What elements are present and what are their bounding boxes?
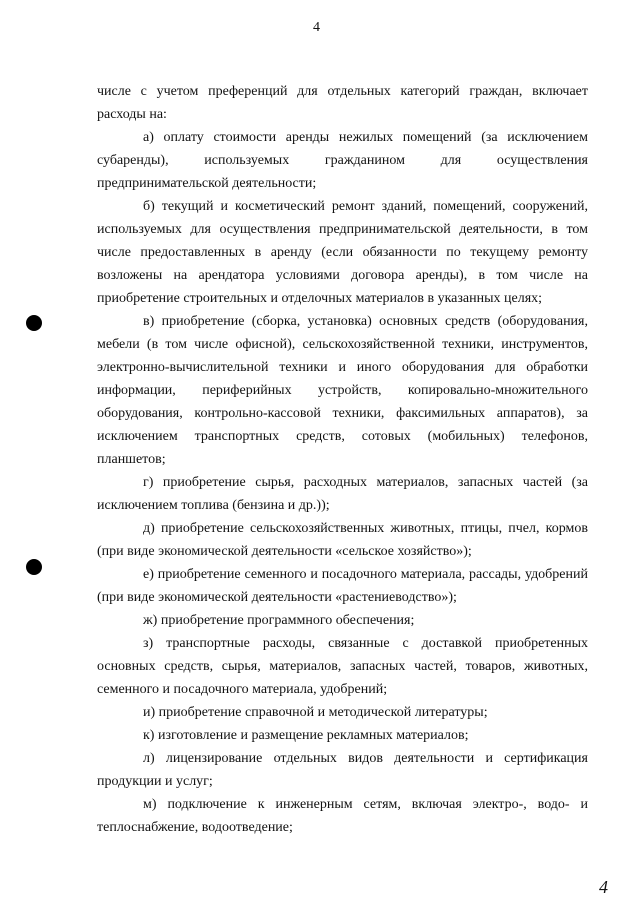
list-item-i: и) приобретение справочной и методической литературы; <box>143 705 488 720</box>
list-item-m: м) подключение к инженерным сетям, включая электро-, водо- и теплоснабжение, водоотведение; <box>97 797 588 835</box>
list-item-g: г) приобретение сырья, расходных материалов, запасных частей (за исключением топлива (бензина и др.)); <box>97 475 588 513</box>
list-item-k: к) изготовление и размещение рекламных материалов; <box>143 728 469 743</box>
list-item-v: в) приобретение (сборка, установка) основных средств (оборудования, мебели (в том числе офисной), сельскохозяйственной техники, инструментов, электронно-вычислительной техники и иного оборудования для обработки информации, периферийных устройств, копировально-множительного оборудования, контрольно-кассовой техники, факсимильных аппаратов), за исключением транспортных средств, сотовых (мобильных) телефонов, планшетов; <box>97 314 588 467</box>
list-item-d: д) приобретение сельскохозяйственных животных, птицы, пчел, кормов (при виде экономической деятельности «сельское хозяйство»); <box>97 521 588 559</box>
list-item-z: з) транспортные расходы, связанные с доставкой приобретенных основных средств, сырья, материалов, запасных частей, товаров, животных, семенного и посадочного материала, удобрений; <box>97 636 588 697</box>
handwritten-page-mark: 4 <box>599 877 608 897</box>
list-item-b: б) текущий и косметический ремонт зданий, помещений, сооружений, используемых для осуществления предпринимательской деятельности, в том числе предоставленных в аренду (если обязанности по текущему ремонту возложены на арендатора условиями договора аренды), в том числе на приобретение строительных и отделочных материалов в указанных целях; <box>97 199 588 306</box>
list-item-zh: ж) приобретение программного обеспечения; <box>143 613 415 628</box>
document-body <box>97 80 588 839</box>
page-number: 4 <box>313 20 320 35</box>
list-item-e: е) приобретение семенного и посадочного материала, рассады, удобрений (при виде экономической деятельности «растениеводство»); <box>97 567 588 605</box>
punch-hole-mark <box>26 315 42 331</box>
punch-hole-mark <box>26 559 42 575</box>
paragraph-intro: числе с учетом преференций для отдельных категорий граждан, включает расходы на: <box>97 84 588 122</box>
list-item-a: а) оплату стоимости аренды нежилых помещений (за исключением субаренды), используемых гражданином для осуществления предпринимательской деятельности; <box>97 130 588 191</box>
list-item-l: л) лицензирование отдельных видов деятельности и сертификация продукции и услуг; <box>97 751 588 789</box>
